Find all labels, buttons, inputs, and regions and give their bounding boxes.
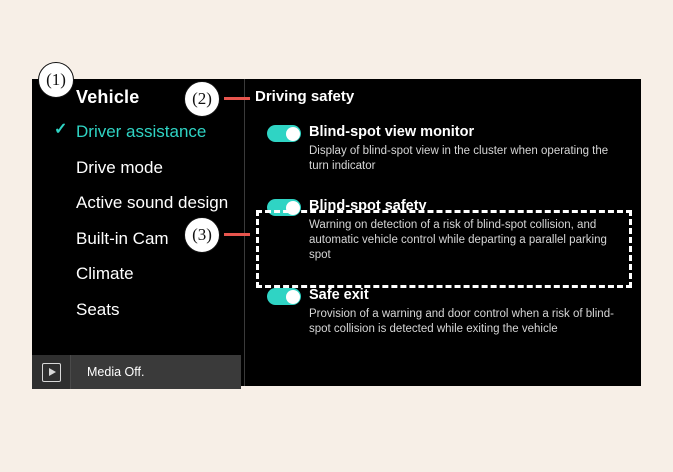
page-title: Vehicle xyxy=(76,87,140,107)
sidebar-item-label: Built-in Cam xyxy=(76,228,169,248)
sidebar-item-label: Active sound design xyxy=(76,193,229,213)
callout-1: (1) xyxy=(38,62,74,98)
sidebar-item-seats[interactable] xyxy=(32,292,244,328)
settings-content-panel xyxy=(244,79,641,386)
content-header-label: Driving safety xyxy=(255,88,355,105)
sidebar-item-label: Climate xyxy=(76,264,134,284)
media-status-text: Media Off. xyxy=(87,365,145,379)
check-icon: ✓ xyxy=(54,121,68,138)
setting-description: Display of blind-spot view in the cluster when operating the turn indicator xyxy=(309,144,609,172)
callout-2-leader-line xyxy=(224,97,250,100)
setting-title: Safe exit xyxy=(309,287,369,304)
sidebar-item-active-sound-design[interactable] xyxy=(32,185,244,221)
toggle-blind-spot-view-monitor[interactable] xyxy=(267,125,301,142)
toggle-knob xyxy=(286,201,300,215)
sidebar-item-climate[interactable] xyxy=(32,256,244,292)
sidebar-item-label: Drive mode xyxy=(76,157,163,177)
setting-row-blind-spot-view-monitor[interactable] xyxy=(245,115,641,183)
setting-description: Provision of a warning and door control when a risk of blind-spot collision is detected while exiting the vehicle xyxy=(309,308,614,335)
setting-row-blind-spot-safety[interactable] xyxy=(245,183,641,272)
toggle-knob xyxy=(286,127,300,141)
media-play-icon[interactable] xyxy=(32,355,71,389)
toggle-knob xyxy=(286,290,300,304)
sidebar-item-drive-mode[interactable] xyxy=(32,150,244,186)
sidebar-item-label: Seats xyxy=(76,299,120,319)
setting-row-safe-exit[interactable] xyxy=(245,272,641,346)
callout-3-leader-line xyxy=(224,233,250,236)
toggle-blind-spot-safety[interactable] xyxy=(267,199,301,216)
infotainment-screen xyxy=(32,79,641,386)
toggle-safe-exit[interactable] xyxy=(267,288,301,305)
setting-title: Blind-spot safety xyxy=(309,198,427,215)
media-status-bar[interactable] xyxy=(32,355,241,389)
setting-title: Blind-spot view monitor xyxy=(309,124,475,140)
callout-3: (3) xyxy=(184,217,220,253)
setting-description: Warning on detection of a risk of blind-spot collision, and automatic vehicle control while departing a parallel parking spot xyxy=(309,219,607,261)
callout-2: (2) xyxy=(184,81,220,117)
sidebar-item-driver-assistance[interactable] xyxy=(32,114,244,150)
sidebar-item-label: Driver assistance xyxy=(76,122,207,141)
